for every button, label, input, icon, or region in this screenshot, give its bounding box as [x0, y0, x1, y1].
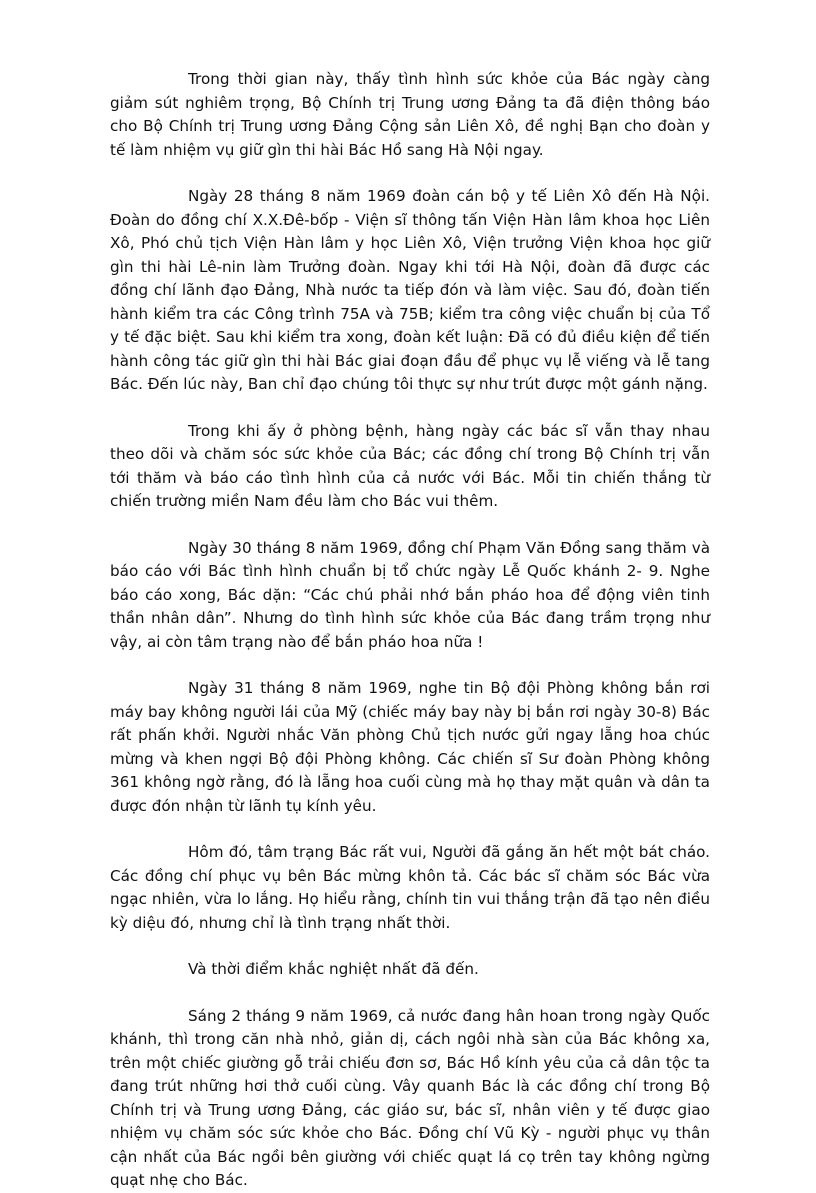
document-body [110, 68, 710, 1193]
paragraph-8: Sáng 2 tháng 9 năm 1969, cả nước đang hân hoan trong ngày Quốc khánh, thì trong căn nhà nhỏ, giản dị, cách ngôi nhà sàn của Bác không xa, trên một chiếc giường gỗ trải chiếu đơn sơ, Bác Hồ kính yêu của cả dân tộc ta đang trút những hơi thở cuối cùng. Vây quanh Bác là các đồng chí trong Bộ Chính trị và Trung ương Đảng, các giáo sư, bác sĩ, nhân viên y tế được giao nhiệm vụ chăm sóc sức khỏe cho Bác. Đồng chí Vũ Kỳ - người phục vụ thân cận nhất của Bác ngồi bên giường với chiếc quạt lá cọ trên tay không ngừng quạt nhẹ cho Bác. [110, 1006, 710, 1189]
paragraph-4: Ngày 30 tháng 8 năm 1969, đồng chí Phạm Văn Đồng sang thăm và báo cáo với Bác tình hình chuẩn bị tổ chức ngày Lễ Quốc khánh 2- 9. Nghe báo cáo xong, Bác dặn: “Các chú phải nhớ bắn pháo hoa để động viên tinh thần nhân dân”. Nhưng do tình hình sức khỏe của Bác đang trầm trọng như vậy, ai còn tâm trạng nào để bắn pháo hoa nữa ! [110, 538, 710, 651]
paragraph-5: Ngày 31 tháng 8 năm 1969, nghe tin Bộ đội Phòng không bắn rơi máy bay không người lái của Mỹ (chiếc máy bay này bị bắn rơi ngày 30-8) Bác rất phấn khởi. Người nhắc Văn phòng Chủ tịch nước gửi ngay lẵng hoa chúc mừng và khen ngợi Bộ đội Phòng không. Các chiến sĩ Sư đoàn Phòng không 361 không ngờ rằng, đó là lẵng hoa cuối cùng mà họ thay mặt quân và dân ta được đón nhận từ lãnh tụ kính yêu. [110, 679, 710, 815]
paragraph-2: Ngày 28 tháng 8 năm 1969 đoàn cán bộ y tế Liên Xô đến Hà Nội. Đoàn do đồng chí X.X.Đê-bốp - Viện sĩ thông tấn Viện Hàn lâm khoa học Liên Xô, Phó chủ tịch Viện Hàn lâm y học Liên Xô, Viện trưởng Viện khoa học giữ gìn thi hài Lê-nin làm Trưởng đoàn. Ngay khi tới Hà Nội, đoàn đã được các đồng chí lãnh đạo Đảng, Nhà nước ta tiếp đón và làm việc. Sau đó, đoàn tiến hành kiểm tra các Công trình 75A và 75B; kiểm tra công việc chuẩn bị của Tổ y tế đặc biệt. Sau khi kiểm tra xong, đoàn kết luận: Đã có đủ điều kiện để tiến hành công tác giữ gìn thi hài Bác giai đoạn đầu để phục vụ lễ viếng và lễ tang Bác. Đến lúc này, Ban chỉ đạo chúng tôi thực sự như trút được một gánh nặng. [110, 187, 710, 393]
paragraph-1: Trong thời gian này, thấy tình hình sức khỏe của Bác ngày càng giảm sút nghiêm trọng, Bộ Chính trị Trung ương Đảng ta đã điện thông báo cho Bộ Chính trị Trung ương Đảng Cộng sản Liên Xô, đề nghị Bạn cho đoàn y tế làm nhiệm vụ giữ gìn thi hài Bác Hồ sang Hà Nội ngay. [110, 70, 710, 159]
paragraph-7: Và thời điểm khắc nghiệt nhất đã đến. [188, 960, 479, 978]
paragraph-6: Hôm đó, tâm trạng Bác rất vui, Người đã gắng ăn hết một bát cháo. Các đồng chí phục vụ bên Bác mừng khôn tả. Các bác sĩ chăm sóc Bác vừa ngạc nhiên, vừa lo lắng. Họ hiểu rằng, chính tin vui thắng trận đã tạo nên điều kỳ diệu đó, nhưng chỉ là tình trạng nhất thời. [110, 843, 710, 932]
paragraph-3: Trong khi ấy ở phòng bệnh, hàng ngày các bác sĩ vẫn thay nhau theo dõi và chăm sóc sức khỏe của Bác; các đồng chí trong Bộ Chính trị vẫn tới thăm và báo cáo tình hình của cả nước với Bác. Mỗi tin chiến thắng từ chiến trường miền Nam đều làm cho Bác vui thêm. [110, 421, 710, 510]
